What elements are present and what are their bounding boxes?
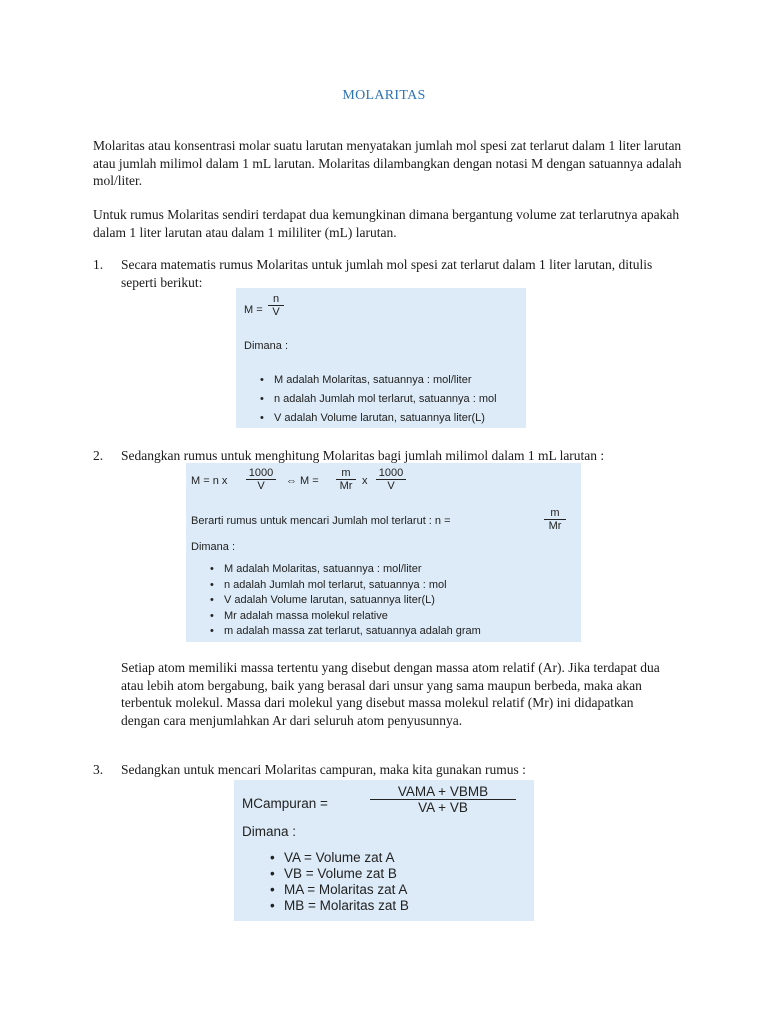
list-item: • VB = Volume zat B	[270, 866, 409, 882]
fraction-denominator: Mr	[544, 519, 566, 532]
fraction-denominator: VA + VB	[370, 799, 516, 815]
formula-2-times: x	[362, 475, 368, 487]
fraction-numerator: 1000	[248, 467, 274, 479]
list-item: • MB = Molaritas zat B	[270, 898, 409, 914]
fraction-numerator: m	[550, 507, 560, 519]
formula-3-lhs: MCampuran =	[242, 796, 328, 811]
formula-2-equivalence: ⇔ M =	[286, 475, 319, 487]
formula-2-dimana: Dimana :	[191, 541, 236, 553]
formula-3-dimana: Dimana :	[242, 824, 297, 839]
formula-2-lhs: M = n x	[191, 475, 228, 487]
formula-box-1	[236, 288, 526, 428]
item-3-number: 3.	[93, 762, 104, 777]
item-2-number: 2.	[93, 448, 104, 463]
formula-1-bullets	[260, 371, 497, 428]
list-item: • Mr adalah massa molekul relative	[210, 609, 481, 625]
fraction-numerator: VAMA + VBMB	[397, 784, 489, 799]
formula-3-fraction	[370, 784, 516, 815]
fraction-numerator: 1000	[378, 467, 404, 479]
item-2-text: Sedangkan rumus untuk menghitung Molaritas bagi jumlah milimol dalam 1 mL larutan :	[121, 448, 605, 463]
list-item: • m adalah massa zat terlarut, satuannya adalah gram	[210, 624, 481, 640]
formula-2-mol-fraction	[544, 507, 566, 532]
item-1-number: 1.	[93, 257, 104, 272]
intro-paragraph: Molaritas atau konsentrasi molar suatu larutan menyatakan jumlah mol spesi zat terlarut dalam 1 liter larutan atau jumlah milimol dalam 1 mL larutan. Molaritas dilambangkan dengan notasi M dengan satuannya adalah mol/liter.	[93, 138, 682, 188]
formula-1-numerator: n	[272, 293, 280, 305]
fraction-denominator: Mr	[336, 479, 356, 492]
second-paragraph: Untuk rumus Molaritas sendiri terdapat dua kemungkinan dimana bergantung volume zat terlarutnya apakah dalam 1 liter larutan atau dalam 1 mililiter (mL) larutan.	[93, 207, 680, 240]
list-item: • V adalah Volume larutan, satuannya liter(L)	[260, 409, 497, 428]
list-item: • MA = Molaritas zat A	[270, 882, 409, 898]
formula-3-bullets	[270, 850, 409, 914]
formula-box-3	[234, 780, 534, 921]
list-item: • VA = Volume zat A	[270, 850, 409, 866]
formula-box-2	[186, 463, 581, 642]
fraction-denominator: V	[246, 479, 276, 492]
formula-2-berarti: Berarti rumus untuk mencari Jumlah mol terlarut : n =	[191, 515, 451, 527]
item-2-explanation: Setiap atom memiliki massa tertentu yang disebut dengan massa atom relatif (Ar). Jika terdapat dua atau lebih atom bergabung, baik yang berasal dari unsur yang sama maupun berbeda, maka akan terbentuk molekul. Massa dari molekul yang disebut massa molekul relatif (Mr) ini didapatkan dengan cara menjumlahkan Ar dari seluruh atom penyusunnya.	[121, 660, 660, 728]
fraction-denominator: V	[376, 479, 406, 492]
formula-1-dimana: Dimana :	[244, 340, 289, 352]
fraction-numerator: m	[341, 467, 351, 479]
list-item: • M adalah Molaritas, satuannya : mol/liter	[210, 562, 481, 578]
formula-1-fraction	[268, 293, 284, 318]
list-item: • n adalah Jumlah mol terlarut, satuannya : mol	[210, 578, 481, 594]
list-item: • M adalah Molaritas, satuannya : mol/liter	[260, 371, 497, 390]
item-1-text: Secara matematis rumus Molaritas untuk jumlah mol spesi zat terlarut dalam 1 liter larutan, ditulis seperti berikut:	[121, 257, 653, 290]
formula-2-fraction-2	[336, 467, 356, 492]
formula-1-denominator: V	[268, 305, 284, 318]
formula-2-fraction-3	[376, 467, 406, 492]
list-item: • V adalah Volume larutan, satuannya liter(L)	[210, 593, 481, 609]
formula-2-bullets	[210, 562, 481, 640]
formula-2-fraction-1	[246, 467, 276, 492]
formula-1-lhs: M =	[244, 304, 263, 316]
page-title: MOLARITAS	[342, 88, 426, 103]
item-3-text: Sedangkan untuk mencari Molaritas campuran, maka kita gunakan rumus :	[121, 762, 526, 777]
list-item: • n adalah Jumlah mol terlarut, satuannya : mol	[260, 390, 497, 409]
